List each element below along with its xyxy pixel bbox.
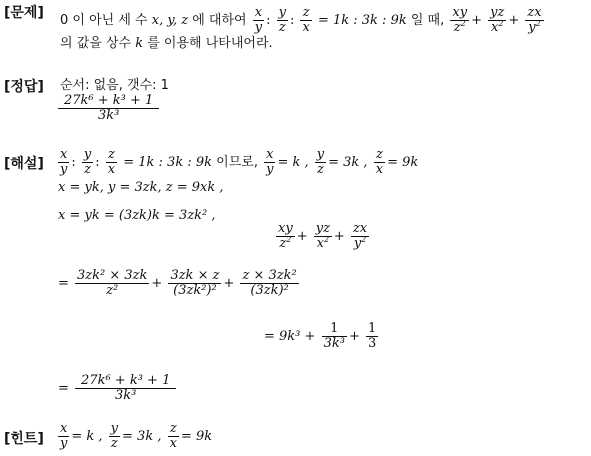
problem-line-1: 0 이 아닌 세 수 x, y, z 에 대하여 $\frac{x}{y}$ : $\frac{y}{z}$ : $\frac{z}{x}$ = 1k : 3k : 9k 일 때, $\frac{xy}{z^2}$ + $\frac{yz}{x^2}$ + $\frac{zx}{y^2}$ [60,5,542,35]
sol-step-a-frac3: $\frac{\text{z × 3zk²}}{\text{(3zk)²}}$ [242,268,297,298]
answer-label: [정답] [4,79,44,95]
solution-label: [해설] [4,156,44,172]
problem-vars: x, y, z [151,13,189,28]
sol-eq1-fraction: $\frac{x}{y}$ [266,147,274,177]
sol-target-xy: $\frac{xy}{z^2}$ [278,221,293,251]
fraction-yz-over-x2: $\frac{yz}{x^2}$ [490,5,505,35]
sol-eq3: = 9k [387,155,419,170]
sol-eq3-fraction: $\frac{z}{x}$ [375,147,384,177]
sol-eq2-fraction: $\frac{y}{z}$ [316,147,325,177]
solution-final: = $\frac{\text{27k⁶ + k³ + 1}}{\text{3k³}}$ [58,374,178,403]
sol-fraction-y-over-z: $\frac{y}{z}$ [83,147,92,177]
solution-line-1: $\frac{x}{y}$ : $\frac{y}{z}$ : $\frac{z}{x}$ = 1k : 3k : 9k 이므로, $\frac{x}{y}$ = k , $\frac{y}{z}$ = 3k , $\frac{z}{x}$ = 9k [60,147,419,177]
answer-fraction [56,94,161,123]
problem-mid: 에 대하여 [192,13,247,28]
problem-line-2 [60,36,273,52]
hint-fraction-z-over-x: $\frac{z}{x}$ [169,421,177,451]
answer-text [60,78,169,94]
hint-label: [힌트] [4,431,44,447]
solution-step-a: = $\frac{\text{3zk² × 3zk}}{\text{z²}}$ + $\frac{3zk \times z}{\text{(3zk²)²}}$ + $\frac{\text{z × 3zk²}}{\text{(3zk)²}}$ [58,268,297,298]
fraction-x-over-y: $\frac{x}{y}$ [254,5,263,35]
answer-fraction-box [58,94,159,123]
fraction-z-over-x: $\frac{z}{x}$ [302,5,310,35]
sol-fraction-z-over-x: $\frac{z}{x}$ [107,147,116,177]
sol-step-a-frac1: $\frac{\text{3zk² × 3zk}}{\text{z²}}$ [77,268,148,298]
sol-final-denominator: 3k³ [115,388,137,403]
problem-ratio-rhs: = 1k : 3k : 9k [317,13,407,28]
sol-eq2: = 3k , [328,155,368,170]
sol-final-numerator: 27k⁶ + k³ + 1 [75,374,176,389]
fraction-xy-over-z2: $\frac{xy}{z^2}$ [452,5,468,35]
problem-line2-end: 를 이용해 나타내어라. [147,36,273,51]
problem-label: [문제] [4,5,44,21]
answer-denominator: 3k³ [97,108,120,123]
sol-eq1: = k , [277,155,309,170]
sol-ratio-rhs: = 1k : 3k : 9k [123,155,212,170]
answer-order-count: 순서: 없음, 갯수: 1 [60,78,169,93]
problem-line2-text: 의 값을 상수 [60,36,132,51]
hint-fraction-y-over-z: $\frac{y}{z}$ [110,421,119,451]
solution-line-3: x = yk = (3zk)k = 3zk² , [58,208,216,223]
hint-fraction-x-over-y: $\frac{x}{y}$ [60,421,68,451]
sol-fraction-x-over-y: $\frac{x}{y}$ [60,147,68,177]
sol-because: 이므로, [216,155,258,170]
solution-target-expression: $\frac{xy}{z^2}$ + $\frac{yz}{x^2}$ + $\frac{zx}{y^2}$ [278,221,368,251]
hint-eq1: = k , [71,429,103,444]
hint-eq3: = 9k [180,429,213,444]
sol-step-b-frac1: $\frac{1}{\text{3k³}}$ [323,321,345,351]
hint-line [56,422,212,451]
sol-step-b-lead: = 9k³ + [264,329,316,344]
sol-target-yz: $\frac{yz}{x^2}$ [315,221,330,251]
sol-target-zx: $\frac{zx}{y^2}$ [352,221,368,251]
problem-k: k [135,36,144,51]
solution-step-b: = 9k³ + $\frac{1}{\text{3k³}}$ + $\frac{1}{3}$ [264,321,377,351]
sol-step-a-frac2: $\frac{3zk \times z}{\text{(3zk²)²}}$ [170,268,220,298]
answer-numerator: 27k⁶ + k³ + 1 [58,94,159,109]
hint-eq2: = 3k , [122,429,162,444]
problem-when: 일 때, [410,13,445,28]
solution-line-2: x = yk, y = 3zk, z = 9xk , [58,180,224,195]
problem-prefix: 0 이 아닌 세 수 [60,13,148,28]
fraction-zx-over-y2: $\frac{zx}{y^2}$ [527,5,542,35]
sol-final-fraction [75,374,176,403]
fraction-y-over-z: $\frac{y}{z}$ [278,5,286,35]
sol-step-b-frac2: $\frac{1}{3}$ [367,321,377,351]
